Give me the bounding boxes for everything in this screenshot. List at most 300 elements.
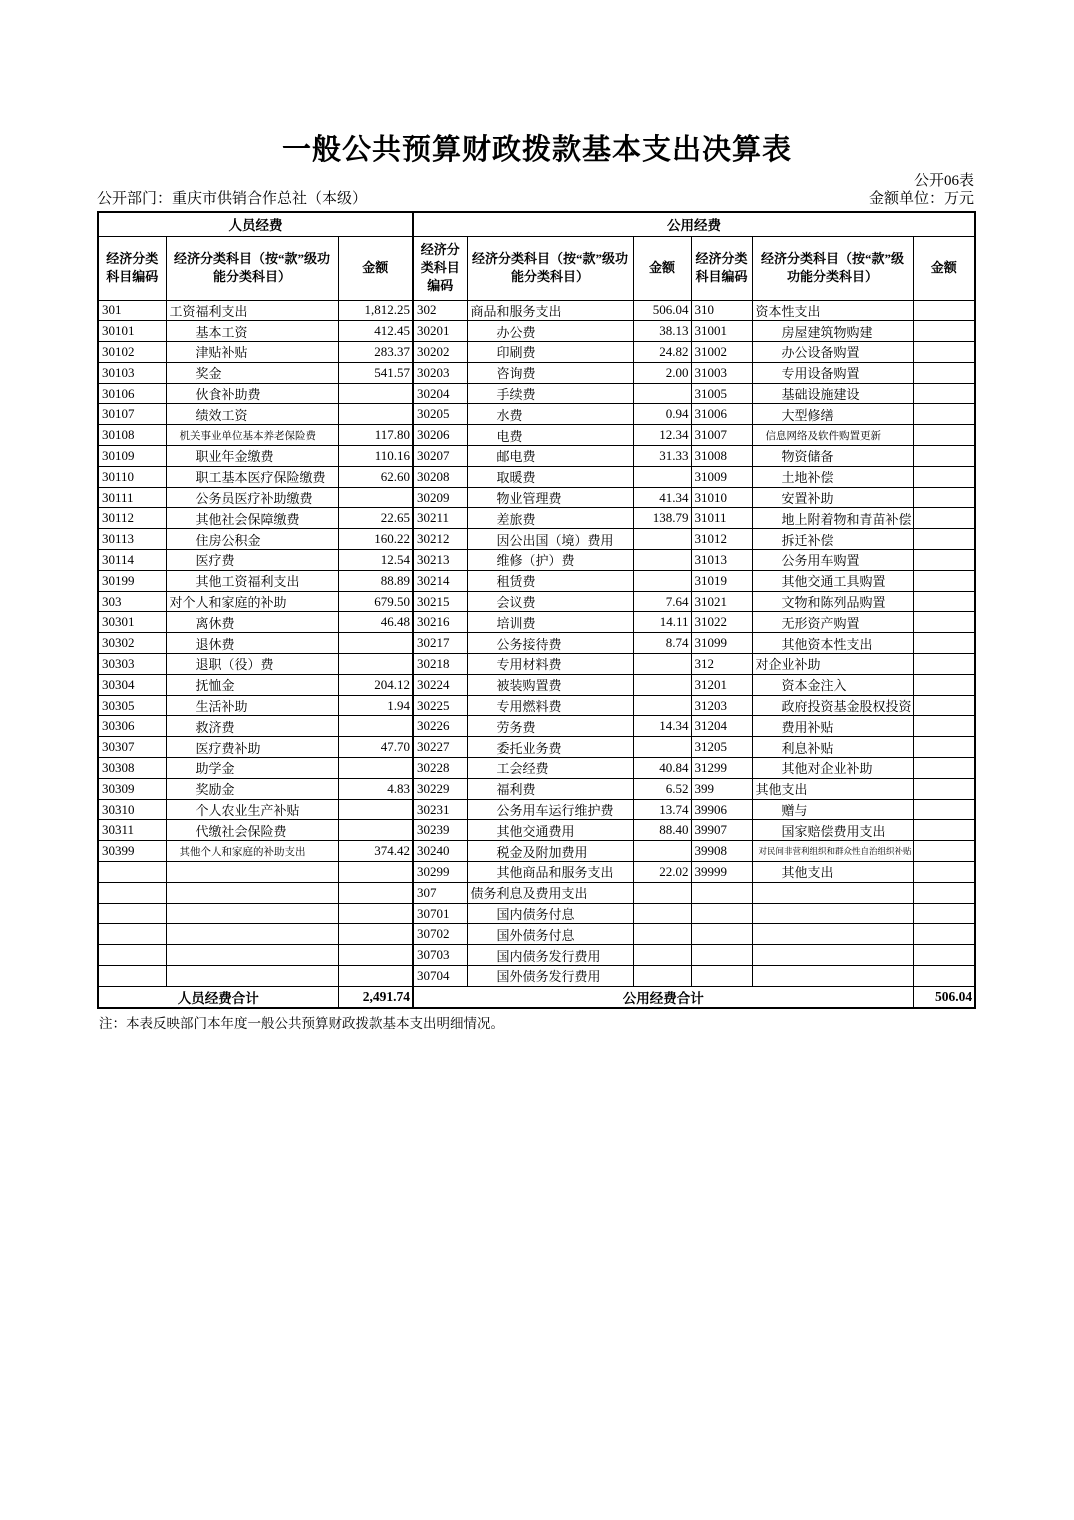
name-cell: 税金及附加费用 xyxy=(467,841,633,862)
name-cell: 租赁费 xyxy=(467,570,633,591)
code-cell: 301 xyxy=(98,300,166,321)
name-cell: 对个人和家庭的补助 xyxy=(166,591,338,612)
name-cell: 福利费 xyxy=(467,778,633,799)
code-cell: 31299 xyxy=(691,758,752,779)
table-row xyxy=(98,300,975,321)
name-cell xyxy=(166,966,338,987)
table-row xyxy=(98,508,975,529)
amount-cell xyxy=(913,945,975,966)
table-row xyxy=(98,362,975,383)
amount-cell xyxy=(633,466,691,487)
code-cell: 30229 xyxy=(413,778,467,799)
name-cell: 物资储备 xyxy=(752,446,913,467)
name-cell xyxy=(752,945,913,966)
code-cell: 30212 xyxy=(413,529,467,550)
amount-cell: 2.00 xyxy=(633,362,691,383)
amount-cell xyxy=(913,633,975,654)
code-cell: 30310 xyxy=(98,799,166,820)
name-cell: 赠与 xyxy=(752,799,913,820)
code-cell: 31001 xyxy=(691,321,752,342)
table-row xyxy=(98,654,975,675)
table-row xyxy=(98,966,975,987)
code-cell: 30110 xyxy=(98,466,166,487)
amount-cell xyxy=(633,945,691,966)
amount-cell: 8.74 xyxy=(633,633,691,654)
name-cell: 国家赔偿费用支出 xyxy=(752,820,913,841)
name-cell: 医疗费补助 xyxy=(166,737,338,758)
name-cell: 公务员医疗补助缴费 xyxy=(166,487,338,508)
unit-label: 金额单位：万元 xyxy=(868,191,974,207)
code-cell xyxy=(691,966,752,987)
name-cell: 其他对企业补助 xyxy=(752,758,913,779)
name-cell: 资本性支出 xyxy=(752,300,913,321)
amount-cell xyxy=(338,654,413,675)
amount-cell xyxy=(913,841,975,862)
amount-cell: 14.11 xyxy=(633,612,691,633)
code-cell: 30216 xyxy=(413,612,467,633)
name-cell: 地上附着物和青苗补偿 xyxy=(752,508,913,529)
amount-cell xyxy=(338,758,413,779)
name-cell: 政府投资基金股权投资 xyxy=(752,695,913,716)
code-cell: 31099 xyxy=(691,633,752,654)
name-cell: 国外债务发行费用 xyxy=(467,966,633,987)
amount-cell xyxy=(338,924,413,945)
code-cell: 30209 xyxy=(413,487,467,508)
code-cell: 310 xyxy=(691,300,752,321)
amount-cell: 13.74 xyxy=(633,799,691,820)
amount-cell: 38.13 xyxy=(633,321,691,342)
group-header-personnel: 人员经费 xyxy=(98,212,413,236)
code-cell: 30205 xyxy=(413,404,467,425)
name-cell: 专用燃料费 xyxy=(467,695,633,716)
name-cell: 大型修缮 xyxy=(752,404,913,425)
table-row xyxy=(98,882,975,903)
code-cell: 31009 xyxy=(691,466,752,487)
amount-cell xyxy=(913,529,975,550)
name-cell: 基本工资 xyxy=(166,321,338,342)
amount-cell: 117.80 xyxy=(338,425,413,446)
name-cell: 其他个人和家庭的补助支出 xyxy=(166,841,338,862)
code-cell: 30103 xyxy=(98,362,166,383)
table-body xyxy=(98,300,975,986)
amount-cell: 22.65 xyxy=(338,508,413,529)
amount-cell: 88.40 xyxy=(633,820,691,841)
amount-cell xyxy=(913,737,975,758)
amount-cell: 374.42 xyxy=(338,841,413,862)
name-cell: 公务用车购置 xyxy=(752,550,913,571)
name-cell: 被装购置费 xyxy=(467,674,633,695)
amount-cell: 138.79 xyxy=(633,508,691,529)
amount-cell: 40.84 xyxy=(633,758,691,779)
amount-cell xyxy=(633,924,691,945)
name-cell: 拆迁补偿 xyxy=(752,529,913,550)
amount-cell xyxy=(913,799,975,820)
table-row xyxy=(98,862,975,883)
name-cell: 其他商品和服务支出 xyxy=(467,862,633,883)
name-cell: 邮电费 xyxy=(467,446,633,467)
col-header-name-3: 经济分类科目（按“款”级功能分类科目） xyxy=(752,236,913,300)
code-cell: 30308 xyxy=(98,758,166,779)
amount-cell xyxy=(913,321,975,342)
amount-cell xyxy=(913,862,975,883)
amount-cell xyxy=(913,716,975,737)
name-cell: 退职（役）费 xyxy=(166,654,338,675)
amount-cell xyxy=(338,945,413,966)
amount-cell: 41.34 xyxy=(633,487,691,508)
public-total-amount: 506.04 xyxy=(913,986,975,1008)
code-cell: 30217 xyxy=(413,633,467,654)
amount-cell xyxy=(338,487,413,508)
table-row xyxy=(98,404,975,425)
code-cell: 30218 xyxy=(413,654,467,675)
amount-cell xyxy=(338,799,413,820)
amount-cell: 679.50 xyxy=(338,591,413,612)
table-row xyxy=(98,841,975,862)
code-cell: 31011 xyxy=(691,508,752,529)
amount-cell xyxy=(913,342,975,363)
name-cell: 抚恤金 xyxy=(166,674,338,695)
name-cell: 手续费 xyxy=(467,383,633,404)
name-cell: 其他支出 xyxy=(752,862,913,883)
name-cell xyxy=(752,966,913,987)
code-cell: 30114 xyxy=(98,550,166,571)
amount-cell xyxy=(913,924,975,945)
code-cell: 30215 xyxy=(413,591,467,612)
name-cell: 印刷费 xyxy=(467,342,633,363)
name-cell: 奖励金 xyxy=(166,778,338,799)
code-cell: 30299 xyxy=(413,862,467,883)
name-cell: 其他交通费用 xyxy=(467,820,633,841)
name-cell: 利息补贴 xyxy=(752,737,913,758)
name-cell: 办公设备购置 xyxy=(752,342,913,363)
table-row xyxy=(98,446,975,467)
name-cell: 工会经费 xyxy=(467,758,633,779)
amount-cell xyxy=(338,383,413,404)
amount-cell: 6.52 xyxy=(633,778,691,799)
name-cell: 会议费 xyxy=(467,591,633,612)
amount-cell: 541.57 xyxy=(338,362,413,383)
name-cell: 对企业补助 xyxy=(752,654,913,675)
code-cell: 31203 xyxy=(691,695,752,716)
amount-cell: 47.70 xyxy=(338,737,413,758)
amount-cell: 46.48 xyxy=(338,612,413,633)
table-row xyxy=(98,903,975,924)
code-cell: 31008 xyxy=(691,446,752,467)
code-cell: 312 xyxy=(691,654,752,675)
code-cell: 31205 xyxy=(691,737,752,758)
code-cell: 31021 xyxy=(691,591,752,612)
code-cell: 30199 xyxy=(98,570,166,591)
amount-cell: 7.64 xyxy=(633,591,691,612)
name-cell: 信息网络及软件购置更新 xyxy=(752,425,913,446)
table-row xyxy=(98,924,975,945)
code-cell: 31022 xyxy=(691,612,752,633)
amount-cell: 0.94 xyxy=(633,404,691,425)
amount-cell xyxy=(338,862,413,883)
col-header-name-1: 经济分类科目（按“款”级功能分类科目） xyxy=(166,236,338,300)
code-cell: 30207 xyxy=(413,446,467,467)
name-cell xyxy=(166,862,338,883)
name-cell: 土地补偿 xyxy=(752,466,913,487)
name-cell: 公务接待费 xyxy=(467,633,633,654)
code-cell: 30304 xyxy=(98,674,166,695)
name-cell: 其他交通工具购置 xyxy=(752,570,913,591)
table-row xyxy=(98,570,975,591)
amount-cell: 1.94 xyxy=(338,695,413,716)
col-header-amount-2: 金额 xyxy=(633,236,691,300)
code-cell: 30309 xyxy=(98,778,166,799)
code-cell: 30311 xyxy=(98,820,166,841)
name-cell: 其他支出 xyxy=(752,778,913,799)
amount-cell xyxy=(338,966,413,987)
code-cell xyxy=(98,882,166,903)
code-cell: 303 xyxy=(98,591,166,612)
name-cell: 个人农业生产补贴 xyxy=(166,799,338,820)
code-cell: 30239 xyxy=(413,820,467,841)
amount-cell: 506.04 xyxy=(633,300,691,321)
amount-cell xyxy=(913,778,975,799)
department-label: 公开部门：重庆市供销合作总社（本级） xyxy=(97,191,368,207)
table-row xyxy=(98,778,975,799)
amount-cell: 4.83 xyxy=(338,778,413,799)
code-cell: 31010 xyxy=(691,487,752,508)
code-cell: 30203 xyxy=(413,362,467,383)
code-cell: 30302 xyxy=(98,633,166,654)
name-cell: 电费 xyxy=(467,425,633,446)
amount-cell xyxy=(913,591,975,612)
code-cell: 30228 xyxy=(413,758,467,779)
code-cell: 30704 xyxy=(413,966,467,987)
name-cell: 其他资本性支出 xyxy=(752,633,913,654)
name-cell: 咨询费 xyxy=(467,362,633,383)
amount-cell xyxy=(633,882,691,903)
amount-cell: 204.12 xyxy=(338,674,413,695)
amount-cell xyxy=(633,966,691,987)
personnel-total-amount: 2,491.74 xyxy=(338,986,413,1008)
amount-cell xyxy=(338,882,413,903)
code-cell xyxy=(98,945,166,966)
amount-cell xyxy=(913,425,975,446)
name-cell xyxy=(752,903,913,924)
group-header-public: 公用经费 xyxy=(413,212,975,236)
code-cell: 31013 xyxy=(691,550,752,571)
amount-cell: 12.54 xyxy=(338,550,413,571)
table-row xyxy=(98,716,975,737)
code-cell: 30206 xyxy=(413,425,467,446)
code-cell: 30108 xyxy=(98,425,166,446)
form-code-label: 公开06表 xyxy=(913,173,974,189)
name-cell: 退休费 xyxy=(166,633,338,654)
meta-row xyxy=(97,187,974,213)
name-cell: 绩效工资 xyxy=(166,404,338,425)
amount-cell xyxy=(913,820,975,841)
code-cell: 30231 xyxy=(413,799,467,820)
code-cell: 30107 xyxy=(98,404,166,425)
code-cell: 30224 xyxy=(413,674,467,695)
code-cell: 31006 xyxy=(691,404,752,425)
amount-cell xyxy=(633,654,691,675)
name-cell: 债务利息及费用支出 xyxy=(467,882,633,903)
name-cell: 津贴补贴 xyxy=(166,342,338,363)
amount-cell xyxy=(913,404,975,425)
code-cell: 30214 xyxy=(413,570,467,591)
code-cell: 30701 xyxy=(413,903,467,924)
table-row xyxy=(98,633,975,654)
name-cell: 其他社会保障缴费 xyxy=(166,508,338,529)
name-cell: 房屋建筑物购建 xyxy=(752,321,913,342)
amount-cell: 412.45 xyxy=(338,321,413,342)
col-header-name-2: 经济分类科目（按“款”级功能分类科目） xyxy=(467,236,633,300)
amount-cell: 1,812.25 xyxy=(338,300,413,321)
code-cell: 30306 xyxy=(98,716,166,737)
code-cell: 39999 xyxy=(691,862,752,883)
name-cell: 职业年金缴费 xyxy=(166,446,338,467)
code-cell: 30106 xyxy=(98,383,166,404)
code-cell: 31007 xyxy=(691,425,752,446)
code-cell: 39907 xyxy=(691,820,752,841)
amount-cell xyxy=(633,550,691,571)
code-cell: 31005 xyxy=(691,383,752,404)
amount-cell xyxy=(633,570,691,591)
table-row xyxy=(98,425,975,446)
name-cell: 专用材料费 xyxy=(467,654,633,675)
code-cell: 30204 xyxy=(413,383,467,404)
group-header-row xyxy=(98,212,975,236)
name-cell xyxy=(166,882,338,903)
amount-cell xyxy=(913,674,975,695)
table-row xyxy=(98,383,975,404)
name-cell xyxy=(752,924,913,945)
amount-cell: 31.33 xyxy=(633,446,691,467)
amount-cell xyxy=(913,612,975,633)
name-cell: 公务用车运行维护费 xyxy=(467,799,633,820)
table-row xyxy=(98,342,975,363)
table-row xyxy=(98,758,975,779)
name-cell: 奖金 xyxy=(166,362,338,383)
code-cell: 31012 xyxy=(691,529,752,550)
amount-cell xyxy=(633,674,691,695)
amount-cell: 12.34 xyxy=(633,425,691,446)
name-cell: 伙食补助费 xyxy=(166,383,338,404)
name-cell: 无形资产购置 xyxy=(752,612,913,633)
name-cell: 工资福利支出 xyxy=(166,300,338,321)
amount-cell xyxy=(338,716,413,737)
column-header-row xyxy=(98,236,975,300)
name-cell: 物业管理费 xyxy=(467,487,633,508)
code-cell: 30111 xyxy=(98,487,166,508)
table-row xyxy=(98,321,975,342)
code-cell: 30301 xyxy=(98,612,166,633)
code-cell: 30225 xyxy=(413,695,467,716)
name-cell xyxy=(166,924,338,945)
name-cell xyxy=(166,903,338,924)
code-cell xyxy=(98,966,166,987)
name-cell: 培训费 xyxy=(467,612,633,633)
code-cell xyxy=(98,924,166,945)
personnel-total-label: 人员经费合计 xyxy=(98,986,338,1008)
amount-cell: 24.82 xyxy=(633,342,691,363)
name-cell: 安置补助 xyxy=(752,487,913,508)
name-cell: 因公出国（境）费用 xyxy=(467,529,633,550)
table-row xyxy=(98,695,975,716)
name-cell: 办公费 xyxy=(467,321,633,342)
code-cell xyxy=(691,903,752,924)
amount-cell xyxy=(633,841,691,862)
name-cell: 取暖费 xyxy=(467,466,633,487)
name-cell: 差旅费 xyxy=(467,508,633,529)
amount-cell xyxy=(633,529,691,550)
name-cell: 生活补助 xyxy=(166,695,338,716)
code-cell: 30202 xyxy=(413,342,467,363)
name-cell: 基础设施建设 xyxy=(752,383,913,404)
code-cell xyxy=(98,862,166,883)
amount-cell: 14.34 xyxy=(633,716,691,737)
code-cell: 31002 xyxy=(691,342,752,363)
amount-cell xyxy=(913,300,975,321)
code-cell: 30226 xyxy=(413,716,467,737)
name-cell: 离休费 xyxy=(166,612,338,633)
name-cell: 费用补贴 xyxy=(752,716,913,737)
amount-cell: 22.02 xyxy=(633,862,691,883)
amount-cell xyxy=(913,570,975,591)
code-cell: 30305 xyxy=(98,695,166,716)
code-cell: 30211 xyxy=(413,508,467,529)
code-cell: 30213 xyxy=(413,550,467,571)
table-row xyxy=(98,529,975,550)
code-cell: 30702 xyxy=(413,924,467,945)
amount-cell xyxy=(913,695,975,716)
name-cell: 维修（护）费 xyxy=(467,550,633,571)
name-cell: 资本金注入 xyxy=(752,674,913,695)
code-cell: 31003 xyxy=(691,362,752,383)
name-cell: 文物和陈列品购置 xyxy=(752,591,913,612)
amount-cell xyxy=(338,903,413,924)
amount-cell xyxy=(913,508,975,529)
name-cell xyxy=(166,945,338,966)
name-cell: 委托业务费 xyxy=(467,737,633,758)
amount-cell xyxy=(913,466,975,487)
amount-cell xyxy=(913,550,975,571)
amount-cell xyxy=(913,903,975,924)
amount-cell xyxy=(913,383,975,404)
table-row xyxy=(98,466,975,487)
name-cell: 助学金 xyxy=(166,758,338,779)
col-header-code-1: 经济分类科目编码 xyxy=(98,236,166,300)
amount-cell: 283.37 xyxy=(338,342,413,363)
code-cell: 30307 xyxy=(98,737,166,758)
amount-cell xyxy=(913,882,975,903)
amount-cell xyxy=(913,362,975,383)
code-cell: 39906 xyxy=(691,799,752,820)
amount-cell xyxy=(633,383,691,404)
code-cell: 30113 xyxy=(98,529,166,550)
name-cell: 职工基本医疗保险缴费 xyxy=(166,466,338,487)
amount-cell xyxy=(338,404,413,425)
name-cell: 水费 xyxy=(467,404,633,425)
code-cell xyxy=(691,882,752,903)
table-row xyxy=(98,799,975,820)
note-text: 注：本表反映部门本年度一般公共预算财政拨款基本支出明细情况。 xyxy=(99,1016,504,1031)
code-cell: 30703 xyxy=(413,945,467,966)
code-cell xyxy=(98,903,166,924)
code-cell: 307 xyxy=(413,882,467,903)
col-header-code-2: 经济分类科目编码 xyxy=(413,236,467,300)
amount-cell xyxy=(338,820,413,841)
name-cell: 救济费 xyxy=(166,716,338,737)
name-cell: 劳务费 xyxy=(467,716,633,737)
amount-cell: 110.16 xyxy=(338,446,413,467)
amount-cell xyxy=(633,695,691,716)
